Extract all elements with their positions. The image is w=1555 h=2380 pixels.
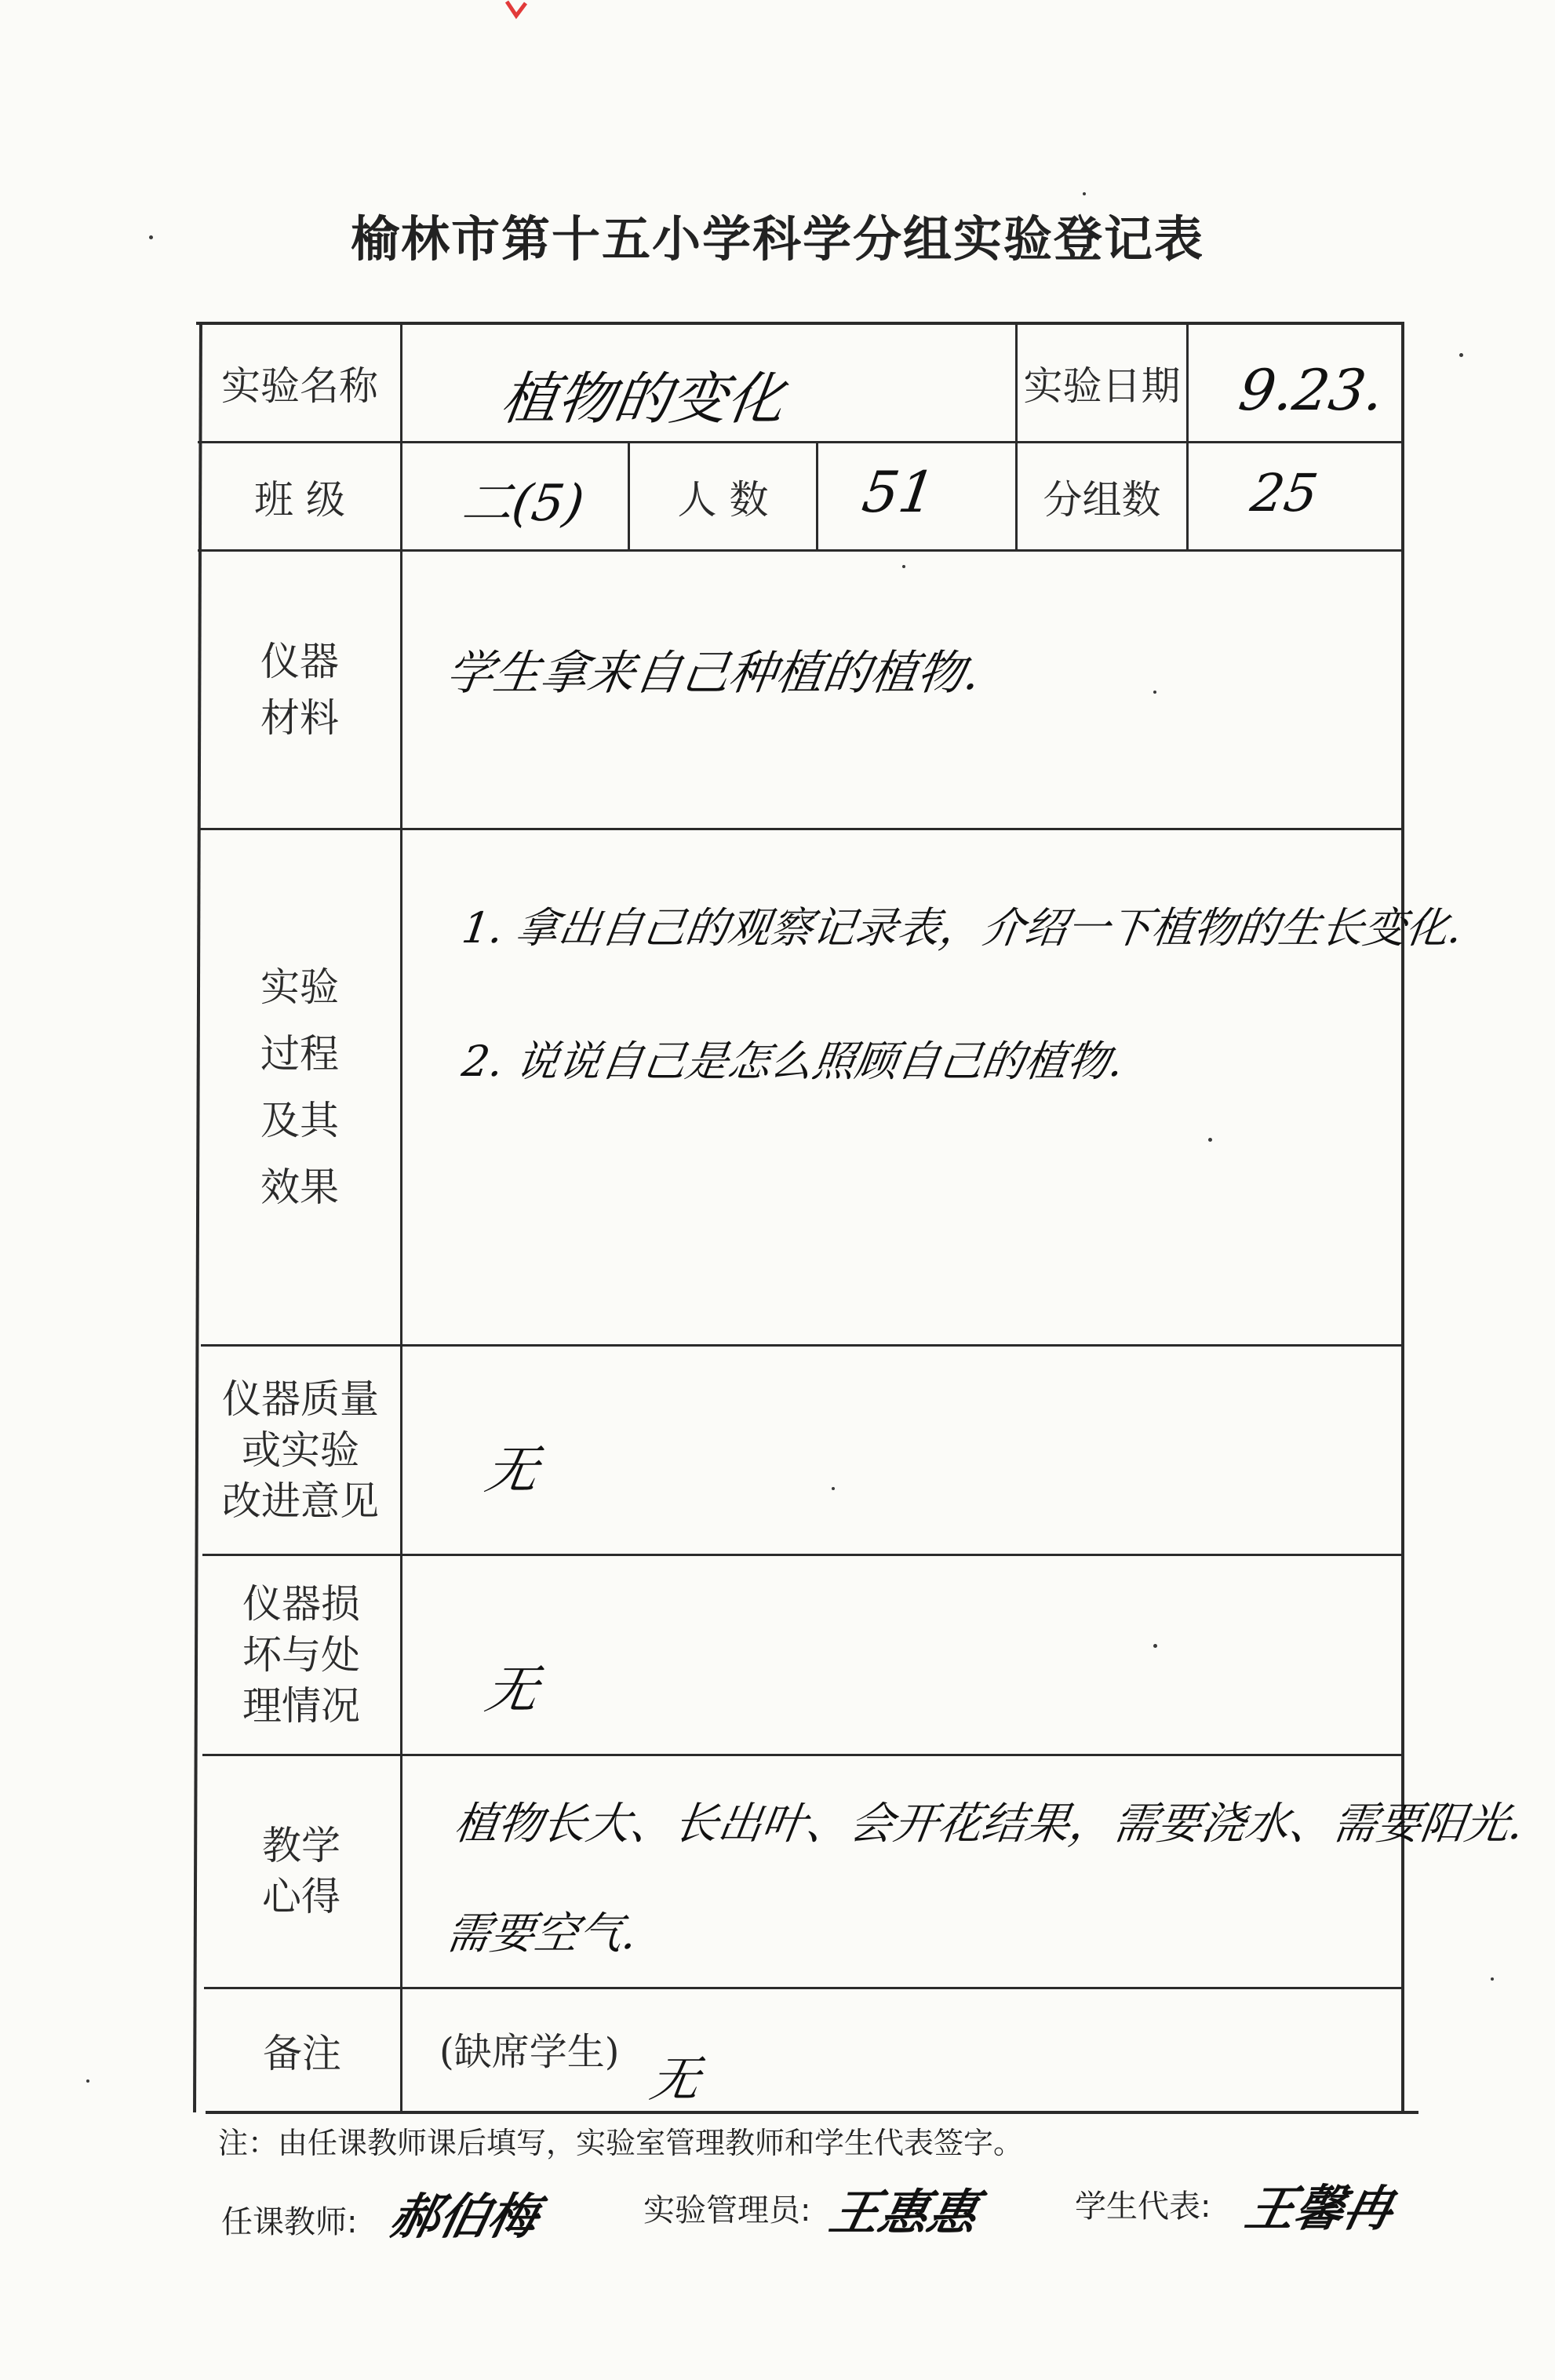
experiment-date-label: 实验日期 [1023, 363, 1181, 409]
remarks-label: 备注 [263, 2030, 341, 2076]
manager-label: 实验管理员: [643, 2192, 811, 2229]
remarks-prefix: (缺席学生) [439, 2029, 620, 2074]
scan-speck [902, 565, 905, 568]
reflection-line-1: 植物长大、长出叶、会开花结果，需要浇水、需要阳光. [450, 1799, 1527, 1850]
class-value: 二(5) [457, 475, 588, 533]
scan-speck [1459, 353, 1463, 357]
headcount-label: 人 数 [677, 476, 769, 523]
process-step-1: 1. 拿出自己的观察记录表，介绍一下植物的生长变化. [459, 903, 1466, 953]
manager-signature: 王惠惠 [825, 2184, 983, 2241]
headcount-value: 51 [858, 459, 940, 525]
scan-speck [1083, 192, 1086, 195]
damage-value: 无 [481, 1660, 542, 1720]
scan-speck [1153, 1644, 1157, 1648]
scan-speck [832, 1487, 835, 1490]
experiment-name-label: 实验名称 [221, 363, 378, 409]
student-label: 学生代表: [1075, 2189, 1211, 2225]
damage-label: 仪器损 坏与处 理情况 [242, 1580, 360, 1729]
scan-speck [1491, 1977, 1494, 1981]
reflection-label: 教学 心得 [262, 1823, 340, 1919]
remarks-value: 无 [646, 2050, 704, 2108]
equipment-value: 学生拿来自己种植的植物. [442, 646, 984, 701]
form-title: 榆林市第十五小学科学分组实验登记表 [350, 210, 1204, 268]
group-count-value: 25 [1247, 463, 1322, 523]
quality-value: 无 [481, 1440, 542, 1500]
experiment-name-value: 植物的变化 [497, 366, 789, 432]
scan-speck [1153, 691, 1156, 694]
scan-speck [149, 235, 153, 239]
scan-speck [86, 2079, 89, 2083]
experiment-date-value: 9.23. [1235, 357, 1389, 423]
reflection-line-2: 需要空气. [442, 1908, 640, 1959]
process-step-2: 2. 说说自己是怎么照顾自己的植物. [459, 1037, 1127, 1086]
form-note: 注：由任课教师课后填写，实验室管理教师和学生代表签字。 [218, 2126, 1024, 2160]
teacher-label: 任课教师: [221, 2204, 358, 2240]
student-signature: 王馨冉 [1240, 2180, 1399, 2237]
class-label: 班 级 [254, 476, 345, 523]
quality-label: 仪器质量 或实验 改进意见 [222, 1376, 379, 1524]
scan-speck [1208, 1138, 1212, 1142]
teacher-signature: 郝伯梅 [385, 2188, 544, 2245]
group-count-label: 分组数 [1043, 476, 1161, 523]
equipment-label: 仪器 材料 [260, 638, 339, 741]
process-label: 实验 过程 及其 效果 [260, 964, 339, 1210]
